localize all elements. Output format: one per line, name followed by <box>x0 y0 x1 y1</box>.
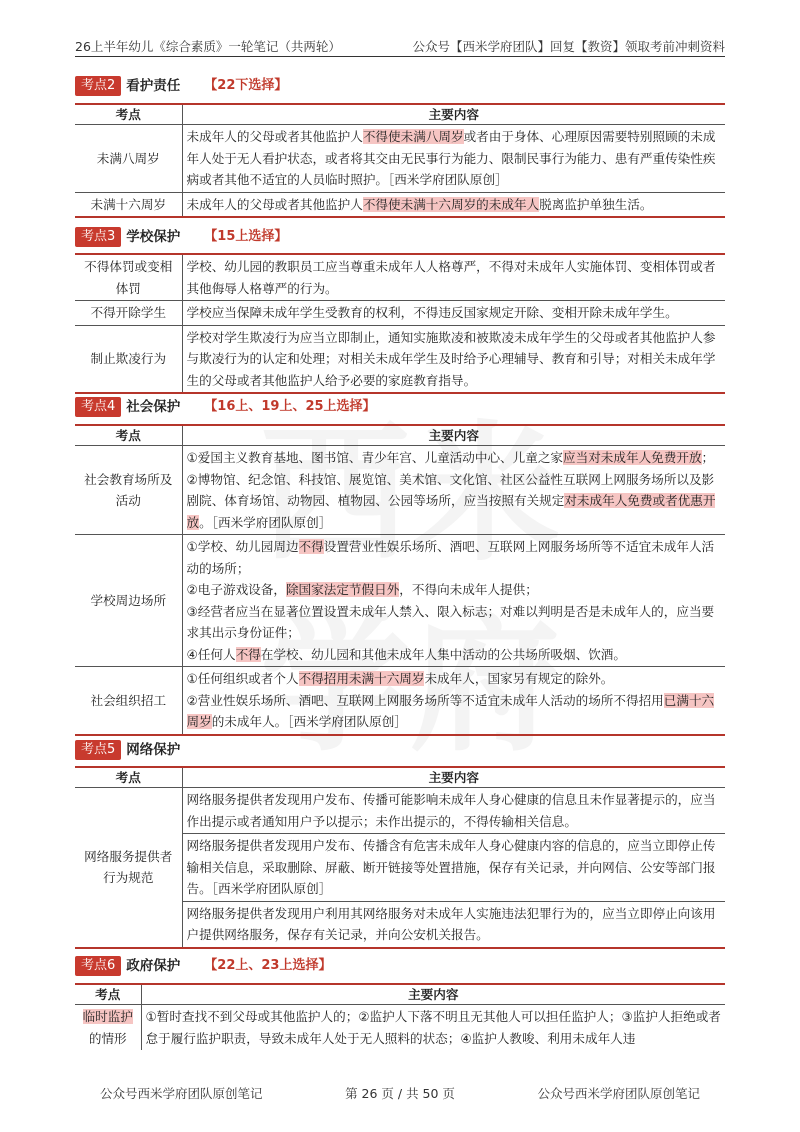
section-badge: 考点6 <box>75 956 121 976</box>
list-item: ①任何组织或者个人不得招用未满十六周岁未成年人，国家另有规定的除外。 <box>186 671 614 686</box>
header-promo: 公众号【西米学府团队】回复【教资】领取考前冲刺资料 <box>412 39 725 54</box>
row-content: 未成年人的父母或者其他监护人不得使未满十六周岁的未成年人脱离监护单独生活。 <box>182 192 725 217</box>
highlight: 已满十六周岁 <box>186 692 715 729</box>
page-footer <box>75 1084 725 1104</box>
row-key: 不得开除学生 <box>75 301 182 326</box>
table-row <box>75 192 725 217</box>
row-content: 学校对学生欺凌行为应当立即制止，通知实施欺凌和被欺凌未成年学生的父母或者其他监护人参与欺凌行为的认定和处理；对相关未成年学生及时给予心理辅导、教育和引导；对相关未成年学生的父母或者其他监护人给予必要的家庭教育指导。 <box>182 325 725 393</box>
exam-tag: 【22上、23上选择】 <box>204 958 332 973</box>
row-key: 未满八周岁 <box>75 125 182 193</box>
list-item: ②营业性娱乐场所、酒吧、互联网上网服务场所等不适宜未成年人活动的场所不得招用已满十六周岁的未成年人。［西米学府团队原创］ <box>186 692 715 729</box>
table-row <box>75 1005 725 1051</box>
highlight: 除国家法定节假日外 <box>285 582 400 597</box>
row-content <box>182 535 725 667</box>
row-key: 不得体罚或变相体罚 <box>75 254 182 301</box>
header-key: 考点 <box>75 104 182 125</box>
section-4-table <box>75 424 725 736</box>
table-row <box>75 325 725 393</box>
footer-right: 公众号西米学府团队原创笔记 <box>537 1086 700 1101</box>
header-content: 主要内容 <box>141 984 725 1005</box>
section-2-table <box>75 103 725 218</box>
section-title: 网络保护 <box>126 742 181 758</box>
row-key: 制止欺凌行为 <box>75 325 182 393</box>
table-row <box>75 254 725 301</box>
highlight: 不得招用未满十六周岁 <box>298 671 425 686</box>
table-row <box>75 125 725 193</box>
header-key: 考点 <box>75 984 141 1005</box>
highlight: 不得 <box>298 539 324 554</box>
highlight: 不得使未满十六周岁的未成年人 <box>362 196 540 212</box>
exam-tag: 【22下选择】 <box>204 78 288 93</box>
header-content: 主要内容 <box>182 425 725 446</box>
row-content: 网络服务提供者发现用户发布、传播可能影响未成年人身心健康的信息且未作显著提示的，应当作出提示或者通知用户予以提示；未作出提示的，不得传输相关信息。 <box>182 788 725 834</box>
page-header <box>75 34 725 57</box>
row-key: 社会组织招工 <box>75 667 182 735</box>
row-content: 网络服务提供者发现用户利用其网络服务对未成年人实施违法犯罪行为的，应当立即停止向该用户提供网络服务，保存有关记录，并向公安机关报告。 <box>182 901 725 948</box>
section-badge: 考点5 <box>75 740 121 760</box>
section-badge: 考点2 <box>75 76 121 96</box>
row-key: 未满十六周岁 <box>75 192 182 217</box>
highlight: 应当对未成年人免费开放 <box>563 450 702 465</box>
row-content: 未成年人的父母或者其他监护人不得使未满八周岁或者由于身体、心理原因需要特别照顾的未成年人处于无人看护状态，或者将其交由无民事行为能力、限制民事行为能力、患有严重传染性疾病或者其他不适宜的人员临时照护。［西米学府团队原创］ <box>182 125 725 193</box>
highlight: 不得 <box>235 646 261 662</box>
section-2-heading <box>75 76 287 96</box>
highlight: 对未成年人免费或者优惠开放 <box>186 493 716 530</box>
row-content: 网络服务提供者发现用户发布、传播含有危害未成年人身心健康内容的信息的，应当立即停止传输相关信息，采取删除、屏蔽、断开链接等处置措施，保存有关记录，并向网信、公安等部门报告。［西米学府团队原创］ <box>182 834 725 902</box>
row-content: ①暂时查找不到父母或其他监护人的；②监护人下落不明且无其他人可以担任监护人；③监护人拒绝或者怠于履行监护职责，导致未成年人处于无人照料的状态；④监护人教唆、利用未成年人违 <box>141 1005 725 1051</box>
list-item: ②电子游戏设备，除国家法定节假日外，不得向未成年人提供； <box>186 582 538 597</box>
row-key: 社会教育场所及活动 <box>75 446 182 535</box>
header-key: 考点 <box>75 767 182 788</box>
highlight: 临时监护 <box>82 1009 133 1024</box>
list-item: ③经营者应当在显著位置设置未成年人禁入、限入标志；对难以判明是否是未成年人的，应当要求其出示身份证件； <box>186 603 715 640</box>
page-number: 第 26 页 / 共 50 页 <box>345 1086 455 1101</box>
table-row <box>75 788 725 834</box>
footer-left: 公众号西米学府团队原创笔记 <box>100 1086 263 1101</box>
highlight: 不得使未满八周岁 <box>362 129 464 144</box>
section-title: 学校保护 <box>126 229 181 245</box>
list-item: ①学校、幼儿园周边不得设置营业性娱乐场所、酒吧、互联网上网服务场所等不适宜未成年人活动的场所； <box>186 539 715 576</box>
section-title: 社会保护 <box>126 399 181 415</box>
table-row <box>75 446 725 535</box>
table-row <box>75 535 725 667</box>
table-row <box>75 301 725 326</box>
row-key: 网络服务提供者行为规范 <box>75 788 182 948</box>
row-content: 学校应当保障未成年学生受教育的权利，不得违反国家规定开除、变相开除未成年学生。 <box>182 301 725 326</box>
exam-tag: 【15上选择】 <box>204 229 288 244</box>
header-key: 考点 <box>75 425 182 446</box>
header-content: 主要内容 <box>182 104 725 125</box>
row-content: 学校、幼儿园的教职员工应当尊重未成年人人格尊严，不得对未成年人实施体罚、变相体罚或者其他侮辱人格尊严的行为。 <box>182 254 725 301</box>
list-item: ④任何人不得在学校、幼儿园和其他未成年人集中活动的公共场所吸烟、饮酒。 <box>186 646 626 662</box>
table-row <box>75 667 725 735</box>
header-title: 26上半年幼儿《综合素质》一轮笔记（共两轮） <box>75 39 341 54</box>
section-4-heading <box>75 397 376 417</box>
section-5-table <box>75 766 725 949</box>
section-3-heading <box>75 227 287 247</box>
section-title: 看护责任 <box>126 78 181 94</box>
table-header-row <box>75 104 725 125</box>
table-header-row <box>75 767 725 788</box>
section-6-heading <box>75 956 331 976</box>
row-key: 学校周边场所 <box>75 535 182 667</box>
section-6-table <box>75 983 725 1050</box>
section-5-heading <box>75 740 180 760</box>
section-badge: 考点4 <box>75 397 121 417</box>
section-3-table <box>75 253 725 394</box>
row-key: 临时监护的情形 <box>75 1005 141 1051</box>
table-header-row <box>75 984 725 1005</box>
row-content: ①爱国主义教育基地、图书馆、青少年宫、儿童活动中心、儿童之家应当对未成年人免费开放；②博物馆、纪念馆、科技馆、展览馆、美术馆、文化馆、社区公益性互联网上网服务场所以及影剧院、体育场馆、动物园、植物园、公园等场所，应当按照有关规定对未成年人免费或者优惠开放。［西米学府团队原创］ <box>182 446 725 535</box>
header-content: 主要内容 <box>182 767 725 788</box>
table-header-row <box>75 425 725 446</box>
section-title: 政府保护 <box>126 958 181 974</box>
section-badge: 考点3 <box>75 227 121 247</box>
row-content <box>182 667 725 735</box>
exam-tag: 【16上、19上、25上选择】 <box>204 399 376 414</box>
